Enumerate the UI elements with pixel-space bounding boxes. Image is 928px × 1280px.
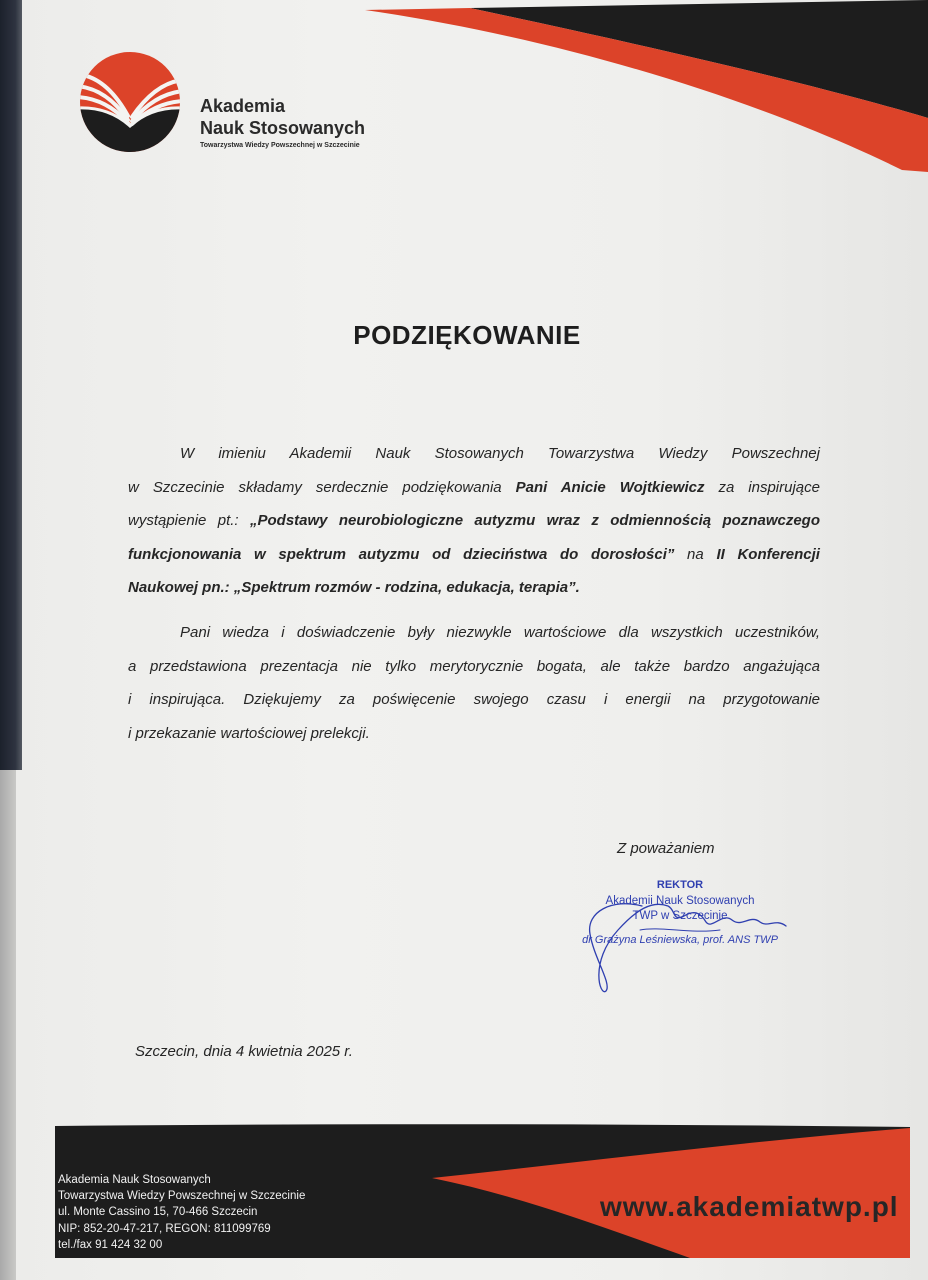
logo-emblem [78, 50, 182, 154]
footer-address-line: ul. Monte Cassino 15, 70-466 Szczecin [58, 1206, 258, 1219]
recipient-name: Pani Anicie Wojtkiewicz [515, 478, 705, 496]
footer-website: www.akademiatwp.pl [600, 1191, 899, 1222]
stamp-branch: TWP w Szczecinie [632, 910, 728, 922]
footer-address-line: Towarzystwa Wiedzy Powszechnej w Szczecinie [58, 1190, 306, 1203]
letter-title: PODZIĘKOWANIE [353, 320, 581, 350]
paragraph-1 [128, 437, 820, 605]
paragraph-2-line-3: i inspirująca. Dziękujemy za poświęcenie swojego czasu i energii na przygotowanie [128, 691, 820, 708]
text-segment: wystąpienie pt.: [128, 512, 250, 529]
paragraph-1-line-2 [128, 471, 820, 505]
closing-salutation: Z poważaniem [617, 840, 715, 857]
logo-name-line-1: Akademia [200, 96, 286, 116]
logo-subtitle: Towarzystwa Wiedzy Powszechnej w Szczecinie [200, 142, 360, 149]
paragraph-2 [128, 616, 820, 750]
text-segment: w Szczecinie składamy serdecznie podziękowania [128, 478, 516, 496]
rector-stamp [560, 878, 800, 948]
paragraph-1-line-1 [128, 437, 820, 471]
stamp-institution: Akademii Nauk Stosowanych [605, 894, 755, 907]
conference-name-part-1: II Konferencji [716, 545, 820, 563]
stamp-role: REKTOR [656, 879, 704, 891]
footer-address [58, 1172, 305, 1253]
footer-address-line: NIP: 852-20-47-217, REGON: 811099769 [58, 1222, 271, 1235]
logo-name-line-2: Nauk Stosowanych [200, 118, 366, 138]
paragraph-2-line-2: a przedstawiona prezentacja nie tylko merytorycznie bogata, ale także bardzo angażująca [128, 657, 820, 675]
conference-name-part-2: Naukowej pn.: „Spektrum rozmów - rodzina, edukacja, terapia”. [128, 579, 580, 596]
footer-address-line: tel./fax 91 424 32 00 [58, 1238, 163, 1251]
paragraph-1-line-5 [128, 571, 820, 605]
text-segment: za inspirujące [704, 478, 820, 496]
text-segment: na [674, 545, 717, 563]
place-and-date: Szczecin, dnia 4 kwietnia 2025 r. [135, 1043, 353, 1060]
paragraph-1-line-4 [128, 538, 820, 572]
lecture-title-part-1: „Podstawy neurobiologiczne autyzmu wraz z odmiennością poznawczego [249, 512, 820, 529]
paragraph-2-line-1: Pani wiedza i doświadczenie były niezwykle wartościowe dla wszystkich uczestników, [180, 624, 820, 641]
lecture-title-part-2: funkcjonowania w spektrum autyzmu od dzieciństwa do dorosłości” [128, 545, 675, 563]
paragraph-2-line-4: i przekazanie wartościowej prelekcji. [128, 724, 370, 742]
logo-wordmark [200, 95, 365, 151]
footer-address-line: Akademia Nauk Stosowanych [58, 1174, 211, 1186]
stamp-signatory: dr Grażyna Leśniewska, prof. ANS TWP [582, 933, 778, 946]
text-segment: W imieniu Akademii Nauk Stosowanych Towarzystwa Wiedzy Powszechnej [180, 445, 820, 462]
paragraph-1-line-3 [128, 504, 820, 538]
